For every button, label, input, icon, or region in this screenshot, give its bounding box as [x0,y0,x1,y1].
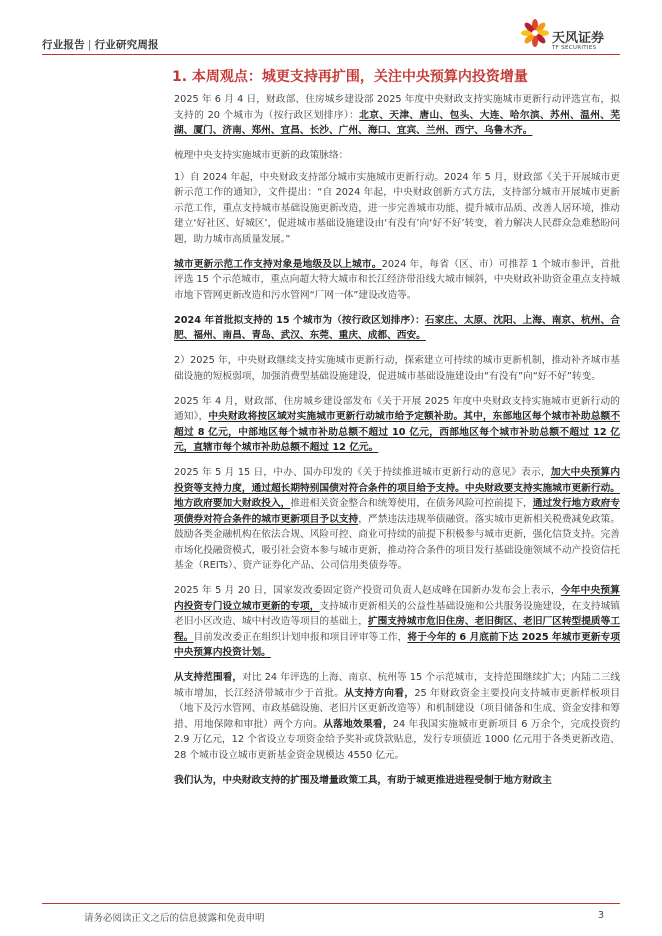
p1-lead: 2025 年 6 月 4 日，财政部、住房城乡建设部 2025 年度中央财政支持实施城市更新行动评选宣布，拟支持的 20 个城市为（按行政区划排序）： [174,94,620,121]
p5-lead: 2024 年首批拟支持的 15 个城市为（按行政区划排序）： [174,314,425,326]
p10-t2: 25 年财政资金主要投向支持城市更新样板项目（地下及污水管网、市政基础设施、老旧片区更新改造等）和机制建设（项目储备和生成、资金安排和筹措、用地保障和审批）两个方向。 [174,687,621,730]
paragraph-analysis [174,670,620,763]
p8-lead: 2025 年 5 月 15 日，中办、国办印发的《关于持续推进城市更新行动的意见》表示， [174,467,551,478]
p8-bold2: 通过发行地方政府专项债券对符合条件的城市更新项目予以支持 [174,498,621,525]
p9-mid2: 目前发改委正在组织计划申报和项目评审等工作， [193,631,408,643]
flower-logo-icon [520,18,550,48]
brand-name-cn: 天风证券 [552,31,605,46]
p10-t3: 24 年我国实施城市更新项目 6 万余个，完成投资约 2.9 万亿元，12 个省设立专项资金给予奖补或贷款贴息，发行专项债近 1000 亿元用于各类更新改造、28 个城市设立城市更新基金资金规模达 4550 亿元。 [174,718,621,761]
p10-b1: 从支持范围看， [174,672,243,683]
paragraph-policy-intro: 梳理中央支持实施城市更新的政策脉络： [174,150,349,161]
p9-mid1: 支持城市更新相关的公益性基础设施和公共服务设施建设，在支持城镇老旧小区改造、城中村改造等项目的基础上， [174,600,620,627]
p10-b2: 从支持方向看， [344,687,415,699]
footer-divider [42,903,620,904]
p9-bold2: 扩围支持城市危旧住房、老旧街区、老旧厂区转型提质等工程。 [174,616,621,643]
p10-t1: 对比 24 年评选的上海、南京、杭州等 15 个示范城市，支持范围继续扩大；内陆二三线城市增加，长江经济带城市少于首批。 [174,672,621,699]
report-body [174,92,620,798]
p9-bold1: 今年中央预算内投资专门设立城市更新的专项， [174,585,620,612]
footer-disclaimer: 请务必阅读正文之后的信息披露和免责申明 [84,913,265,924]
p8-bold1: 加大中央预算内投资等支持力度，通过超长期特别国债对符合条件的项目给予支持。中央财政要支持实施城市更新行动。地方政府要加大财政投入， [174,467,621,509]
p8-mid1: 推进相关资金整合和统筹使用，在债务风险可控前提下， [290,498,533,509]
p4-rest: 2024 年，每省（区、市）可推荐 1 个城市参评，首批评选 15 个示范城市，重点向超大特大城市和长江经济带沿线大城市倾斜，中央财政补助资金重点支持城市地下管网更新改造和污水管网“厂网一体”建设改造等。 [174,258,620,301]
paragraph-2024-policy: 1）自 2024 年起，中央财政支持部分城市实施城市更新行动。2024 年 5 月，财政部《关于开展城市更新示范工作的通知》，文件提出：“自 2024 年起，中央财政创新方式方法，支持部分城市开展城市更新示范工作，重点支持城市基础设施更新改造，进一步完善城市功能、提升城市品质、改善人居环境，推动建立‘好社区、好城区’，促进城市基础设施建设由‘有没有’向‘好不好’转变，着力解决人民群众急难愁盼问题，助力城市高质量发展。” [174,171,620,245]
brand-name-en: TF SECURITIES [552,45,597,51]
paragraph-conclusion [174,773,620,789]
report-subcategory: 行业研究周报 [94,39,159,51]
paragraph-2025-cities [174,92,620,139]
paragraph-ndrc [174,583,620,661]
report-category: 行业报告 [42,39,85,51]
paragraph-subsidy [174,394,620,456]
p11-bold: 我们认为，中央财政支持的扩围及增量政策工具，有助于城更推进进程受制于地方财政主 [174,774,552,786]
p7-lead: 2025 年 4 月，财政部、住房城乡建设部发布《关于开展 2025 年度中央财政支持实施城市更新行动的通知》， [174,395,620,422]
p9-bold3: 将于今年的 6 月底前下达 2025 年城市更新专项中央预算内投资计划。 [174,631,621,658]
page-number: 3 [598,910,605,921]
paragraph-support-target [174,257,620,304]
paragraph-opinion [174,465,620,574]
p8-rest: ，严禁违法违规举债融资。落实城市更新相关税费减免政策。鼓励各类金融机构在依法合规、风险可控、商业可持续的前提下积极参与城市更新，强化信贷支持。完善市场化投融资模式，吸引社会资本参与城市更新，推动符合条件的项目发行基础设施领域不动产投资信托基金（REITs）、资产证券化产品、公司信用类债券等。 [174,513,621,571]
header-divider [42,54,620,55]
p4-bold: 城市更新示范工作支持对象是地级及以上城市。 [174,258,382,270]
paragraph-2024-cities [174,313,620,344]
p9-lead: 2025 年 5 月 20 日，国家发改委固定资产投资司负责人赵成峰在国新办发布会上表示， [174,585,561,596]
p1-city-list: 北京、天津、唐山、包头、大连、哈尔滨、苏州、温州、芜湖、厦门、济南、郑州、宜昌、长沙、广州、海口、宜宾、兰州、西宁、乌鲁木齐。 [174,109,621,136]
header-separator: | [87,39,92,51]
section-title: 1. 本周观点：城更支持再扩围，关注中央预算内投资增量 [172,69,528,85]
p10-b3: 从落地效果看， [323,718,393,730]
p7-bold: 中央财政将按区域对实施城市更新行动城市给予定额补助。其中，东部地区每个城市补助总额不超过 8 亿元，中部地区每个城市补助总额不超过 10 亿元，西部地区每个城市补助总额不超过 12 亿元，直辖市每个城市补助总额不超过 12 亿元。 [174,411,621,453]
p5-city-list: 石家庄、太原、沈阳、上海、南京、杭州、合肥、福州、南昌、青岛、武汉、东莞、重庆、成都、西安。 [174,314,620,341]
paragraph-2025-policy: 2）2025 年，中央财政继续支持实施城市更新行动，探索建立可持续的城市更新机制，推动补齐城市基础设施的短板弱项，加强消费型基础设施建设，促进城市基础设施建设由“有没有”向“好不好”转变。 [174,355,620,382]
report-header [42,37,159,52]
